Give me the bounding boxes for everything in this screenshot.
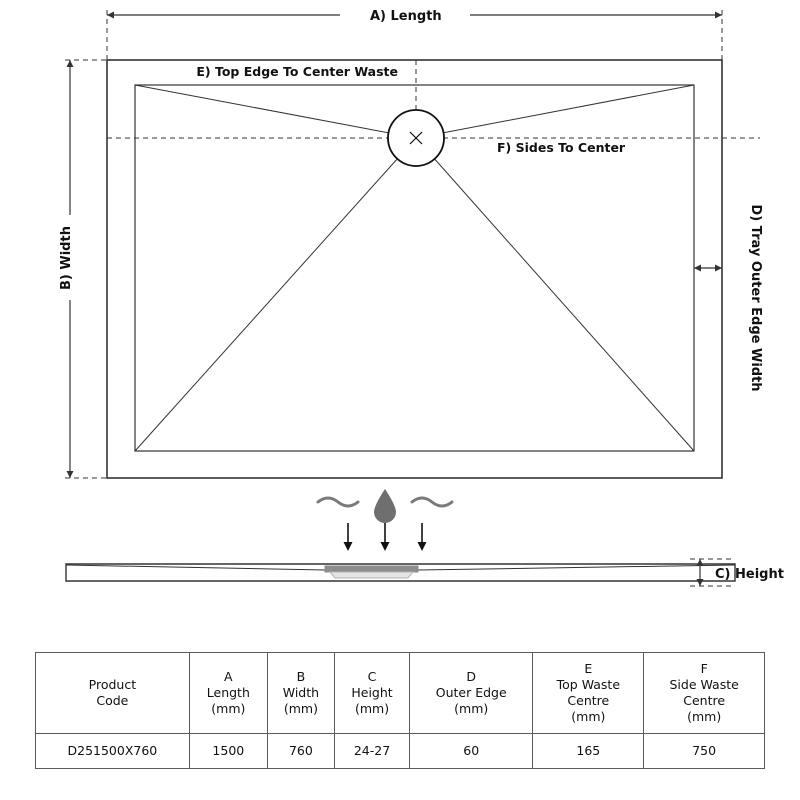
waste-outlet bbox=[388, 110, 444, 166]
length-label: A) Length bbox=[370, 9, 442, 24]
table-cell-outer-edge: 60 bbox=[410, 734, 533, 769]
top-edge-to-center-waste-label: E) Top Edge To Center Waste bbox=[196, 64, 398, 79]
header-line: Centre bbox=[567, 693, 610, 708]
table-header-cell bbox=[189, 653, 267, 734]
header-line: (mm) bbox=[687, 709, 722, 724]
table-header-cell bbox=[267, 653, 334, 734]
table-cell-length: 1500 bbox=[189, 734, 267, 769]
table-header-cell bbox=[36, 653, 190, 734]
water-droplet-icon bbox=[374, 489, 396, 523]
header-line: E bbox=[584, 661, 593, 676]
table-cell-top-waste-centre: 165 bbox=[533, 734, 644, 769]
header-line: Centre bbox=[683, 693, 726, 708]
table-cell-width: 760 bbox=[267, 734, 334, 769]
header-line: B bbox=[296, 669, 306, 684]
table-header-cell bbox=[533, 653, 644, 734]
specification-table bbox=[35, 652, 765, 769]
header-line: C bbox=[367, 669, 377, 684]
height-label: C) Height bbox=[715, 567, 784, 582]
header-line: (mm) bbox=[211, 701, 246, 716]
header-line: (mm) bbox=[454, 701, 489, 716]
length-dimension bbox=[107, 9, 722, 60]
table-header-row bbox=[36, 653, 765, 734]
width-label: B) Width bbox=[59, 226, 74, 290]
header-line: (mm) bbox=[354, 701, 390, 716]
header-line: Side Waste bbox=[669, 677, 739, 692]
table-header-cell bbox=[334, 653, 409, 734]
header-line: Outer Edge bbox=[435, 685, 507, 700]
table-row bbox=[36, 734, 765, 769]
tray-side-elevation bbox=[66, 564, 735, 581]
header-line: F bbox=[700, 661, 708, 676]
header-line: A bbox=[224, 669, 233, 684]
header-line: Length bbox=[206, 685, 250, 700]
header-line: (mm) bbox=[283, 701, 318, 716]
header-line: D bbox=[466, 669, 477, 684]
header-line: Width bbox=[282, 685, 320, 700]
table-header-cell bbox=[410, 653, 533, 734]
header-line: Top Waste bbox=[556, 677, 621, 692]
header-line: Height bbox=[351, 685, 393, 700]
width-dimension bbox=[59, 60, 107, 478]
downward-flow-arrows bbox=[344, 523, 427, 551]
table-cell-height: 24-27 bbox=[334, 734, 409, 769]
header-line: (mm) bbox=[571, 709, 606, 724]
sides-to-center-label: F) Sides To Center bbox=[497, 140, 626, 155]
table-cell-product-code: D251500X760 bbox=[36, 734, 190, 769]
outer-edge-label: D) Tray Outer Edge Width bbox=[748, 204, 763, 392]
table-header-cell bbox=[644, 653, 765, 734]
header-line: Product bbox=[88, 677, 137, 692]
water-flow-graphic bbox=[318, 489, 452, 551]
table-cell-side-waste-centre: 750 bbox=[644, 734, 765, 769]
header-line: Code bbox=[96, 693, 129, 708]
